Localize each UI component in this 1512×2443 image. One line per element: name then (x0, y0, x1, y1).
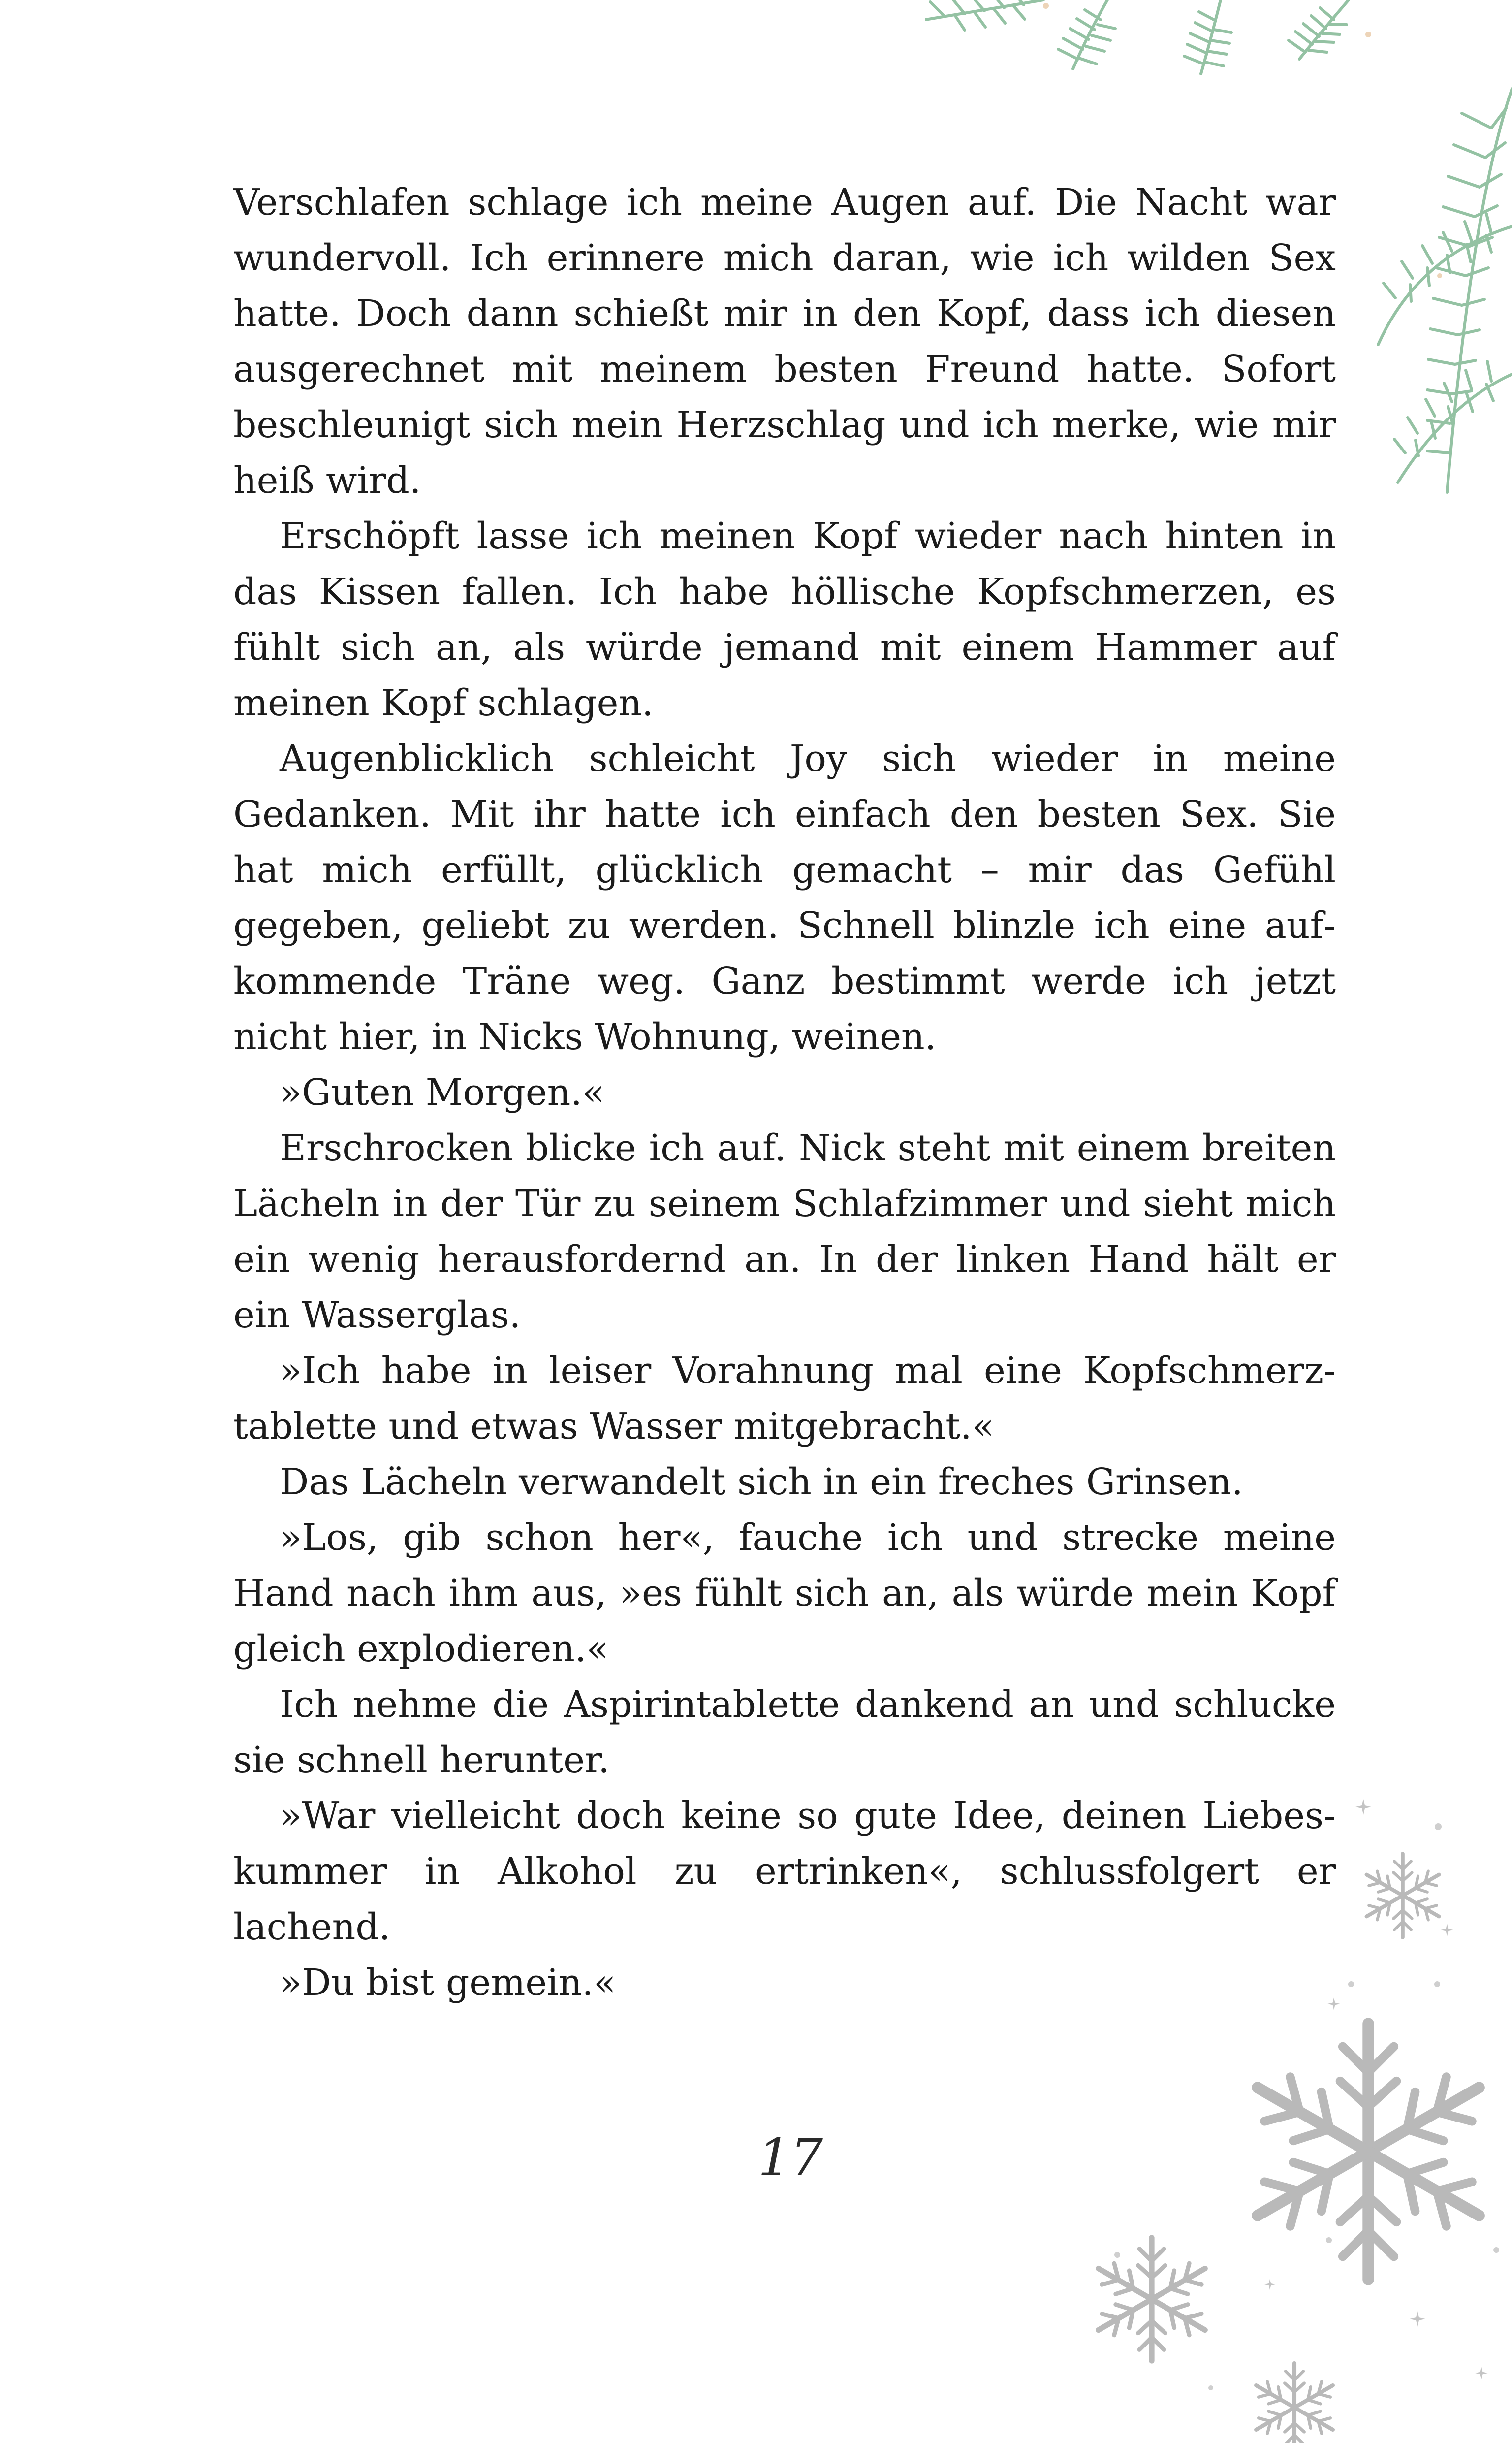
paragraph: »Los, gib schon her«, fauche ich und strecke meine Hand nach ihm aus, »es fühlt sich an, als würde mein Kopf gleich explodieren.« (233, 1516, 1336, 1670)
paragraph: »Du bist gemein.« (280, 1961, 616, 2004)
paragraph: »Ich habe in leiser Vorahnung mal eine Kopfschmerztablette und etwas Wasser mitgebracht.« (233, 1350, 1336, 1447)
body-text (233, 175, 1336, 2011)
paragraph: Das Lächeln verwandelt sich in ein freches Grinsen. (280, 1461, 1243, 1503)
paragraph: »Guten Morgen.« (280, 1071, 605, 1114)
paragraph: Ich nehme die Aspirintablette dankend an und schlucke sie schnell herunter. (233, 1683, 1336, 1781)
paragraph: Erschrocken blicke ich auf. Nick steht mit einem breiten Lächeln in der Tür zu seinem Schlafzimmer und sieht mich ein wenig herausfordernd an. In der linken Hand hält er ein Wasserglas. (233, 1127, 1336, 1336)
snowflake-icon (1063, 1753, 1512, 2443)
page-number: 17 (757, 2127, 823, 2187)
paragraph: Verschlafen schlage ich meine Augen auf. Die Nacht war wundervoll. Ich erinnere mich daran, wie ich wilden Sex hatte. Doch dann schießt mir in den Kopf, dass ich diesen ausgerechnet mit meinem besten Freund hatte. Sofort beschleunigt sich mein Herzschlag und ich merke, wie mir heiß wird. (233, 181, 1336, 502)
paragraph: »War vielleicht doch keine so gute Idee, deinen Liebeskummer in Alkohol zu ertrinken«, schlussfolgert er lachend. (233, 1795, 1336, 1948)
paragraph: Erschöpft lasse ich meinen Kopf wieder nach hinten in das Kissen fallen. Ich habe höllische Kopfschmerzen, es fühlt sich an, als würde jemand mit einem Hammer auf meinen Kopf schlagen. (233, 515, 1336, 724)
paragraph: Augenblicklich schleicht Joy sich wieder in meine Gedanken. Mit ihr hatte ich einfach den besten Sex. Sie hat mich erfüllt, glücklich gemacht – mir das Gefühl gegeben, geliebt zu werden. Schnell blinzle ich eine aufkommende Träne weg. Ganz bestimmt werde ich jetzt nicht hier, in Nicks Wohnung, weinen. (233, 738, 1336, 1058)
